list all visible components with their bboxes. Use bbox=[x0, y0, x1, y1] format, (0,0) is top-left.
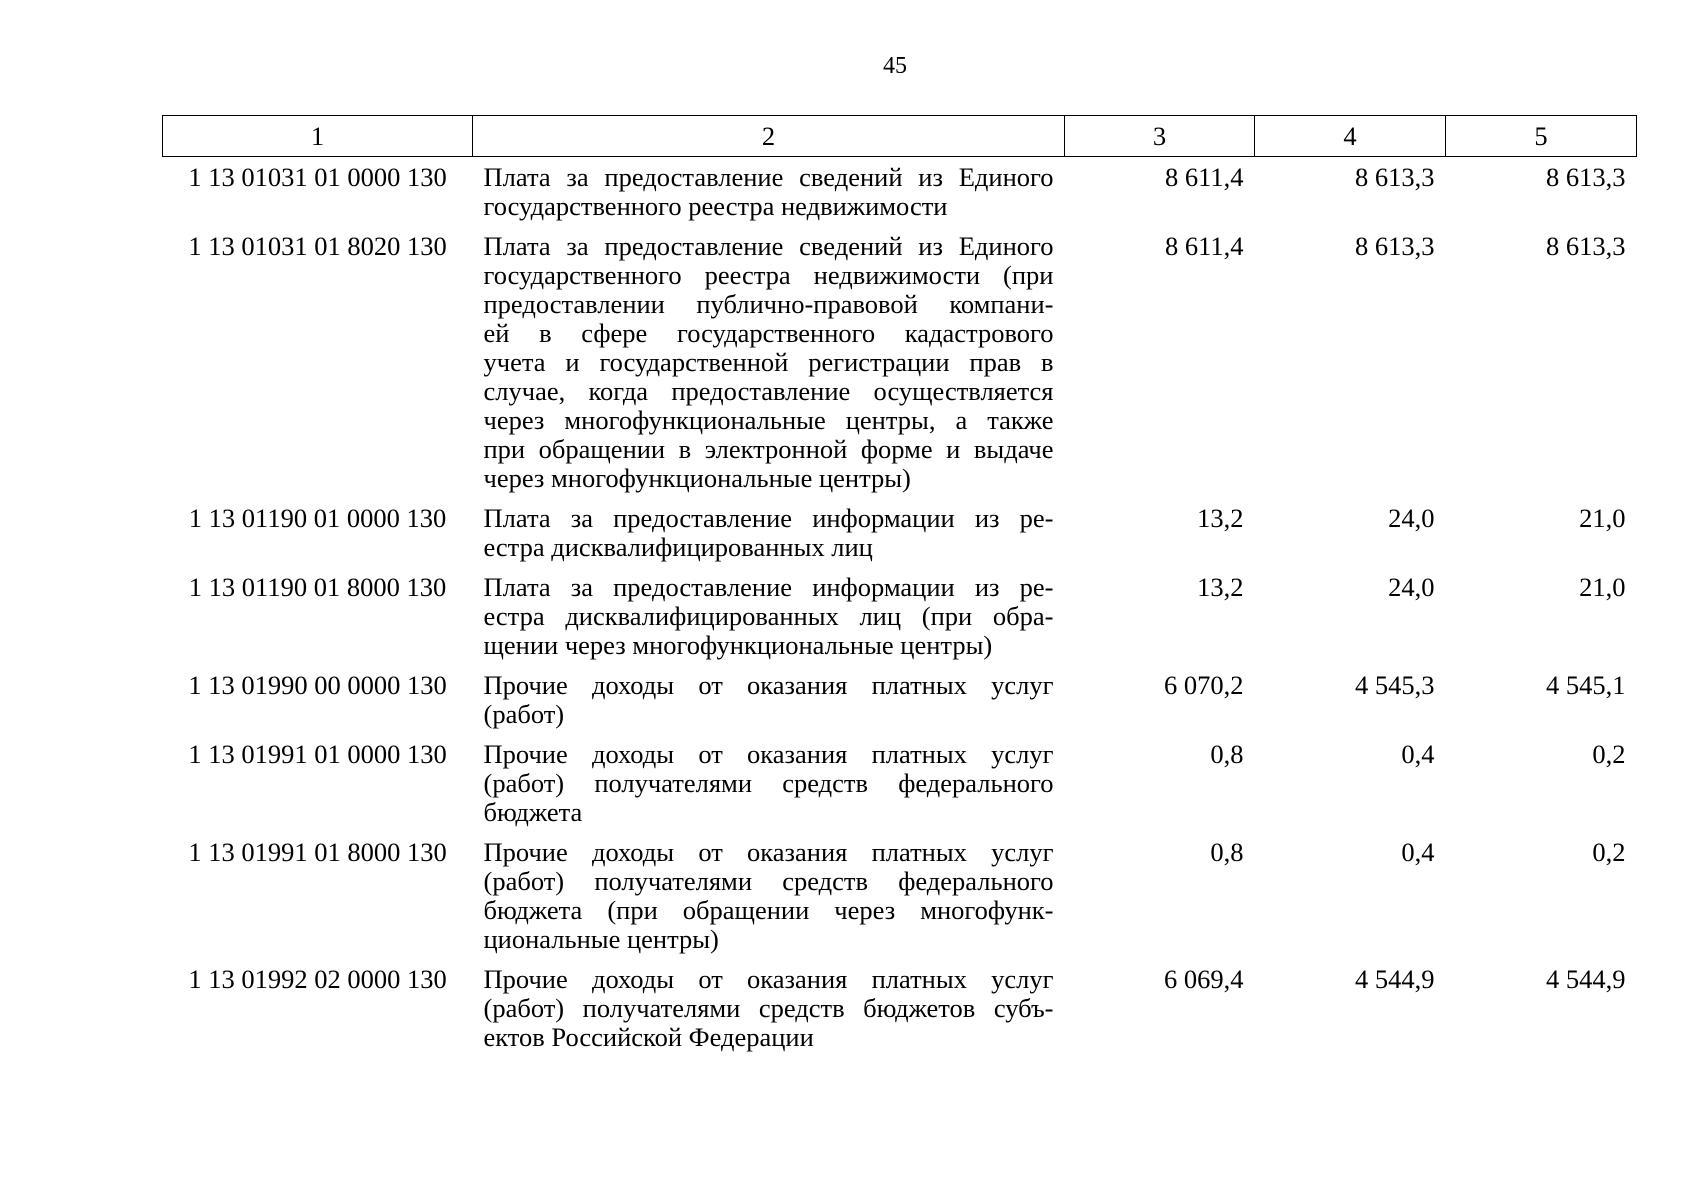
revenue-name-line: Прочие доходы от оказания платных услуг bbox=[483, 837, 1054, 867]
revenue-name-line: Прочие доходы от оказания платных услуг bbox=[483, 670, 1054, 700]
revenue-name bbox=[473, 221, 1065, 493]
value-col-5: 21,0 bbox=[1579, 503, 1626, 533]
revenue-name bbox=[473, 729, 1065, 827]
revenue-name-line: естра дисквалифицированных лиц (при обра- bbox=[483, 601, 1054, 631]
revenue-name-line: ей в сфере государственного кадастрового bbox=[483, 318, 1054, 348]
revenue-code: 1 13 01190 01 0000 130 bbox=[188, 503, 447, 533]
revenue-code: 1 13 01991 01 0000 130 bbox=[188, 739, 447, 769]
page-number: 45 bbox=[883, 53, 907, 79]
revenue-name-line: бюджета bbox=[483, 797, 583, 827]
table-row bbox=[163, 954, 1637, 1052]
value-col-4: 0,4 bbox=[1401, 837, 1435, 867]
revenue-name-line: бюджета (при обращении через многофунк- bbox=[483, 895, 1054, 925]
table-body bbox=[163, 157, 1637, 1053]
value-col-3: 8 611,4 bbox=[1164, 162, 1244, 192]
revenue-name-line: случае, когда предоставление осуществляется bbox=[483, 376, 1054, 406]
revenue-name bbox=[473, 827, 1065, 954]
value-col-5: 0,2 bbox=[1592, 739, 1626, 769]
revenue-code: 1 13 01190 01 8000 130 bbox=[188, 572, 447, 602]
revenue-name-line: через многофункциональные центры, а также bbox=[483, 405, 1054, 435]
revenue-code: 1 13 01991 01 8000 130 bbox=[188, 837, 447, 867]
value-col-4: 4 545,3 bbox=[1355, 670, 1435, 700]
revenue-name-line: циональные центры) bbox=[483, 924, 719, 954]
revenue-name-line: государственного реестра недвижимости (при bbox=[483, 260, 1054, 290]
value-col-3: 6 070,2 bbox=[1164, 670, 1244, 700]
revenue-name-line: Прочие доходы от оказания платных услуг bbox=[483, 739, 1054, 769]
header-col-2: 2 bbox=[473, 116, 1065, 157]
revenue-name-line: Прочие доходы от оказания платных услуг bbox=[483, 964, 1054, 994]
value-col-4: 24,0 bbox=[1388, 572, 1435, 602]
value-col-5: 21,0 bbox=[1579, 572, 1626, 602]
table-row bbox=[163, 660, 1637, 729]
value-col-5: 4 545,1 bbox=[1546, 670, 1626, 700]
value-col-3: 0,8 bbox=[1210, 837, 1244, 867]
header-col-3: 3 bbox=[1065, 116, 1255, 157]
revenue-code: 1 13 01992 02 0000 130 bbox=[188, 964, 447, 994]
value-col-3: 13,2 bbox=[1197, 503, 1244, 533]
value-col-3: 0,8 bbox=[1210, 739, 1244, 769]
value-col-4: 8 613,3 bbox=[1355, 162, 1435, 192]
header-col-5: 5 bbox=[1446, 116, 1637, 157]
budget-revenue-table bbox=[162, 115, 1637, 1052]
header-col-1: 1 bbox=[163, 116, 473, 157]
revenue-name bbox=[473, 157, 1065, 222]
revenue-name-line: ектов Российской Федерации bbox=[483, 1022, 814, 1052]
revenue-name-line: естра дисквалифицированных лиц bbox=[483, 532, 873, 562]
revenue-code: 1 13 01031 01 0000 130 bbox=[188, 162, 447, 192]
revenue-name-line: Плата за предоставление сведений из Единого bbox=[483, 162, 1054, 192]
revenue-name bbox=[473, 493, 1065, 562]
value-col-4: 8 613,3 bbox=[1355, 231, 1435, 261]
value-col-4: 4 544,9 bbox=[1355, 964, 1435, 994]
revenue-name-line: государственного реестра недвижимости bbox=[483, 191, 948, 221]
revenue-name-line: Плата за предоставление информации из ре- bbox=[483, 503, 1054, 533]
value-col-5: 8 613,3 bbox=[1546, 231, 1626, 261]
value-col-3: 8 611,4 bbox=[1164, 231, 1244, 261]
table-row bbox=[163, 562, 1637, 660]
revenue-name-line: при обращении в электронной форме и выдаче bbox=[483, 434, 1054, 464]
revenue-name-line: Плата за предоставление информации из ре- bbox=[483, 572, 1054, 602]
revenue-name-line: (работ) получателями средств федерального bbox=[483, 866, 1054, 896]
revenue-code: 1 13 01990 00 0000 130 bbox=[188, 670, 447, 700]
header-col-4: 4 bbox=[1255, 116, 1446, 157]
revenue-name-line: (работ) получателями средств федерального bbox=[483, 768, 1054, 798]
value-col-3: 13,2 bbox=[1197, 572, 1244, 602]
revenue-name-line: через многофункциональные центры) bbox=[483, 463, 911, 493]
revenue-name-line: предоставлении публично-правовой компани- bbox=[483, 289, 1054, 319]
revenue-name bbox=[473, 660, 1065, 729]
table-header bbox=[163, 116, 1637, 157]
revenue-name-line: учета и государственной регистрации прав в bbox=[483, 347, 1054, 377]
revenue-name-line: Плата за предоставление сведений из Единого bbox=[483, 231, 1054, 261]
header-row bbox=[163, 116, 1637, 157]
value-col-4: 0,4 bbox=[1401, 739, 1435, 769]
value-col-4: 24,0 bbox=[1388, 503, 1435, 533]
revenue-name-line: (работ) bbox=[483, 699, 565, 729]
revenue-name bbox=[473, 954, 1065, 1052]
table-row bbox=[163, 729, 1637, 827]
table-row bbox=[163, 827, 1637, 954]
revenue-name-line: (работ) получателями средств бюджетов субъ- bbox=[483, 993, 1054, 1023]
revenue-name bbox=[473, 562, 1065, 660]
value-col-3: 6 069,4 bbox=[1164, 964, 1244, 994]
revenue-code: 1 13 01031 01 8020 130 bbox=[188, 231, 447, 261]
value-col-5: 0,2 bbox=[1592, 837, 1626, 867]
table-row bbox=[163, 221, 1637, 493]
value-col-5: 4 544,9 bbox=[1546, 964, 1626, 994]
table-row bbox=[163, 157, 1637, 222]
value-col-5: 8 613,3 bbox=[1546, 162, 1626, 192]
revenue-name-line: щении через многофункциональные центры) bbox=[483, 630, 993, 660]
table-row bbox=[163, 493, 1637, 562]
